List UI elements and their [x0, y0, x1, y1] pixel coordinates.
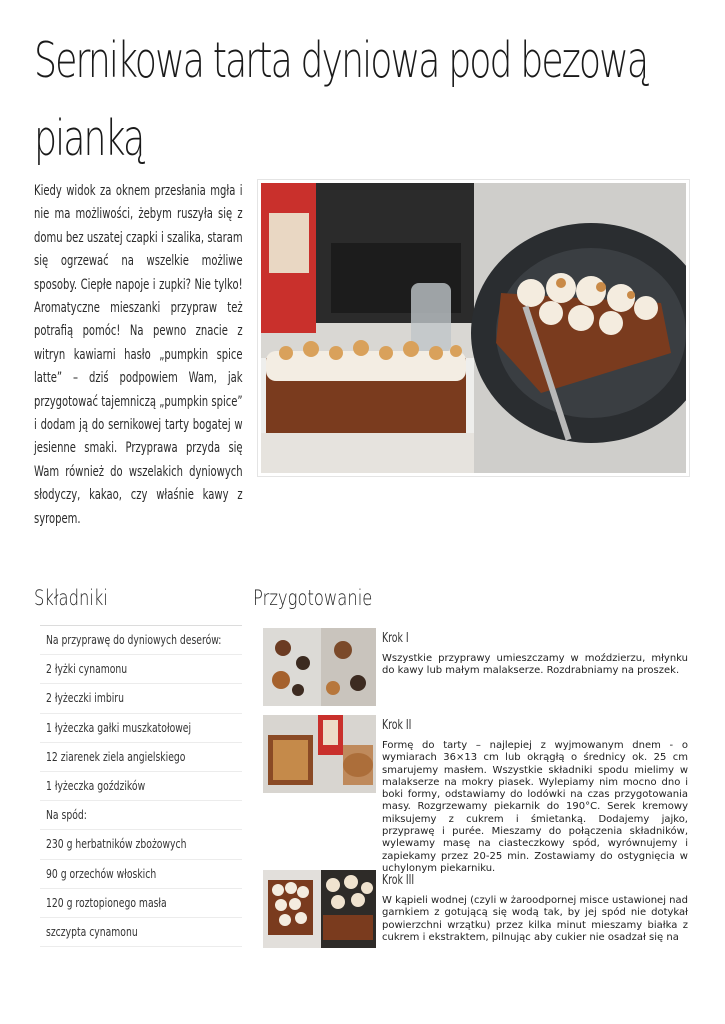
list-item: 1 łyżeczka goździków — [40, 772, 242, 801]
page-title: Sernikowa tarta dyniowa pod bezową pianką — [34, 32, 648, 167]
step-2-text: Formę do tarty – najlepiej z wyjmowanym dnem - o wymiarach 36×13 cm lub okrągłą o średnicy ok. 25 cm smarujemy masłem. Wszystkie składniki spodu mielimy w malakserze na mokry piasek. Wylepiamy nim mocno dno i boki formy, odstawiamy do lodówki na czas przygotowania masy. Rozgrzewamy piekarnik do 190°C. Serek kremowy miksujemy z cukrem i śmietanką. Dodajemy jajko, przyprawę i purée. Mieszamy do połączenia składników, wylewamy masę na ciasteczkowy spód, wyrównujemy i zapiekamy przez 20-25 min. Zostawiamy do ostygnięcia w uchylonym piekarniku. — [382, 740, 688, 874]
step-2-label: Krok II — [382, 718, 412, 733]
ingredients-heading: Składniki — [34, 586, 108, 610]
list-item: Na przyprawę do dyniowych deserów: — [40, 626, 242, 655]
step-1-text: Wszystkie przyprawy umieszczamy w moździerzu, młynku do kawy lub małym malakserze. Rozdrabniamy na proszek. — [382, 653, 688, 677]
step-3-photo — [263, 870, 376, 948]
step-1-photo — [263, 628, 376, 706]
step-1-label: Krok I — [382, 631, 409, 646]
intro-paragraph: Kiedy widok za oknem przesłania mgła i nie ma możliwości, żebym ruszyła się z domu bez uszatej czapki i szalika, staram się ogrzewać na wszelkie możliwe sposoby. Ciepłe napoje i zupki? Nie tylko! Aromatyczne mieszanki przypraw też potrafią pomóc! Na pewno znacie z witryn kawiarni hasło „pumpkin spice latte” – dziś podpowiem Wam, jak przygotować tajemniczą „pumpkin spice” i dodam ją do sernikowej tarty bogatej w jesienne smaki. Przyprawa przyda się Wam również do wszelakich dyniowych słodyczy, kakao, czy właśnie kawy z syropem. — [34, 183, 243, 527]
list-item: szczypta cynamonu — [40, 918, 242, 947]
hero-photo — [257, 179, 690, 477]
list-item: 12 ziarenek ziela angielskiego — [40, 743, 242, 772]
list-item: 1 łyżeczka gałki muszkatołowej — [40, 714, 242, 743]
list-item: Na spód: — [40, 801, 242, 830]
list-item: 120 g roztopionego masła — [40, 889, 242, 918]
ingredients-list — [40, 625, 242, 947]
step-2-photo — [263, 715, 376, 793]
list-item: 90 g orzechów włoskich — [40, 860, 242, 889]
step-3-label: Krok III — [382, 873, 415, 888]
list-item: 2 łyżeczki imbiru — [40, 684, 242, 713]
step-3-text: W kąpieli wodnej (czyli w żaroodpornej misce ustawionej nad garnkiem z gotującą się wodą tak, by jej spód nie dotykał powierzchni wrzątku) przez kilka minut mieszamy białka z cukrem i ekstraktem, pilnując aby cukier nie osadzał się na — [382, 895, 688, 943]
preparation-heading: Przygotowanie — [253, 586, 373, 610]
list-item: 230 g herbatników zbożowych — [40, 830, 242, 859]
list-item: 2 łyżki cynamonu — [40, 655, 242, 684]
